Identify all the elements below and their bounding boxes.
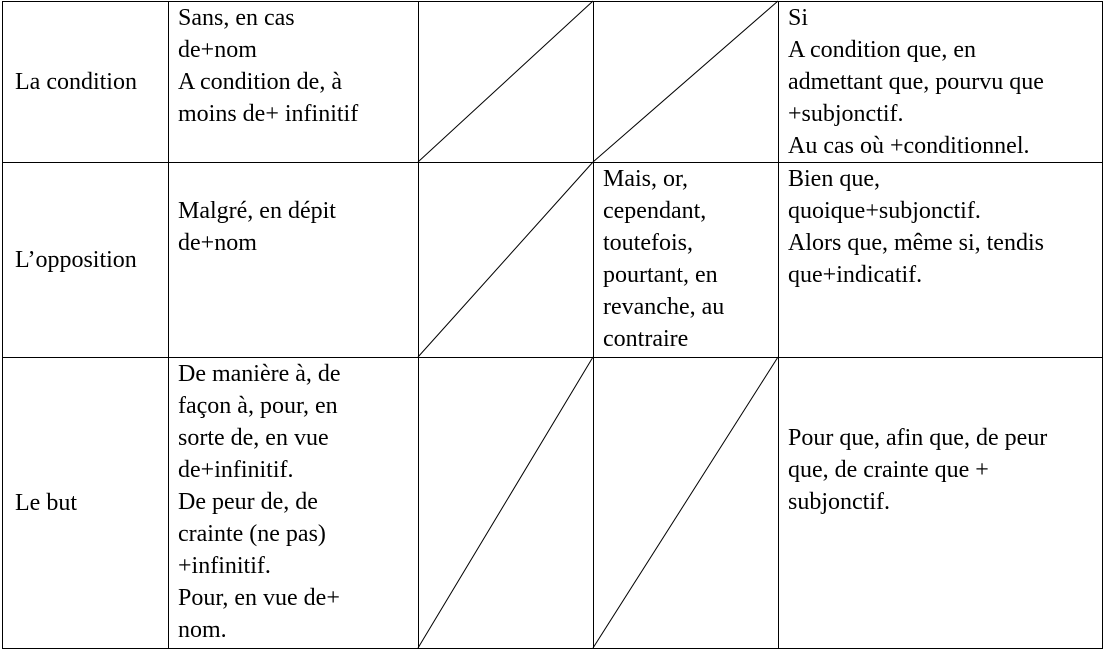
- cell-but-preposition: [168, 358, 418, 648]
- cell-opposition-coordination: [593, 163, 778, 357]
- empty-cell-diagonal: [593, 357, 778, 648]
- cell-text: La condition: [15, 68, 137, 95]
- empty-cell-diagonal: [418, 1, 593, 162]
- cell-condition-preposition: [168, 2, 418, 162]
- cell-text: Le but: [15, 489, 77, 516]
- cell-text: Bien que, quoique+subjonctif. Alors que, même si, tendis que+indicatif.: [788, 166, 1044, 288]
- cell-text: Pour que, afin que, de peur que, de crainte que + subjonctif.: [788, 425, 1048, 515]
- cell-text: Malgré, en dépit de+nom: [178, 198, 336, 256]
- cell-but-subordination: [778, 422, 1102, 648]
- table-border-right: [1102, 1, 1103, 649]
- cell-opposition-preposition: [168, 195, 418, 357]
- cell-text: Mais, or, cependant, toutefois, pourtant, en revanche, au contraire: [603, 166, 725, 352]
- cell-text: Sans, en cas de+nom A condition de, à moins de+ infinitif: [178, 5, 359, 127]
- cell-opposition-subordination: [778, 163, 1102, 357]
- cell-text: Si A condition que, en admettant que, pourvu que +subjonctif. Au cas où +conditionnel.: [788, 5, 1044, 159]
- cell-condition-subordination: [778, 2, 1102, 162]
- cell-text: L’opposition: [15, 246, 137, 273]
- row-label-but: [2, 357, 168, 648]
- row-label-opposition: [2, 162, 168, 357]
- row-label-condition: [2, 1, 168, 162]
- empty-cell-diagonal: [593, 1, 778, 162]
- cell-text: De manière à, de façon à, pour, en sorte de, en vue de+infinitif. De peur de, de crainte (ne pas) +infinitif. Pour, en vue de+ nom.: [178, 361, 341, 643]
- empty-cell-diagonal: [418, 162, 593, 357]
- empty-cell-diagonal: [418, 357, 593, 648]
